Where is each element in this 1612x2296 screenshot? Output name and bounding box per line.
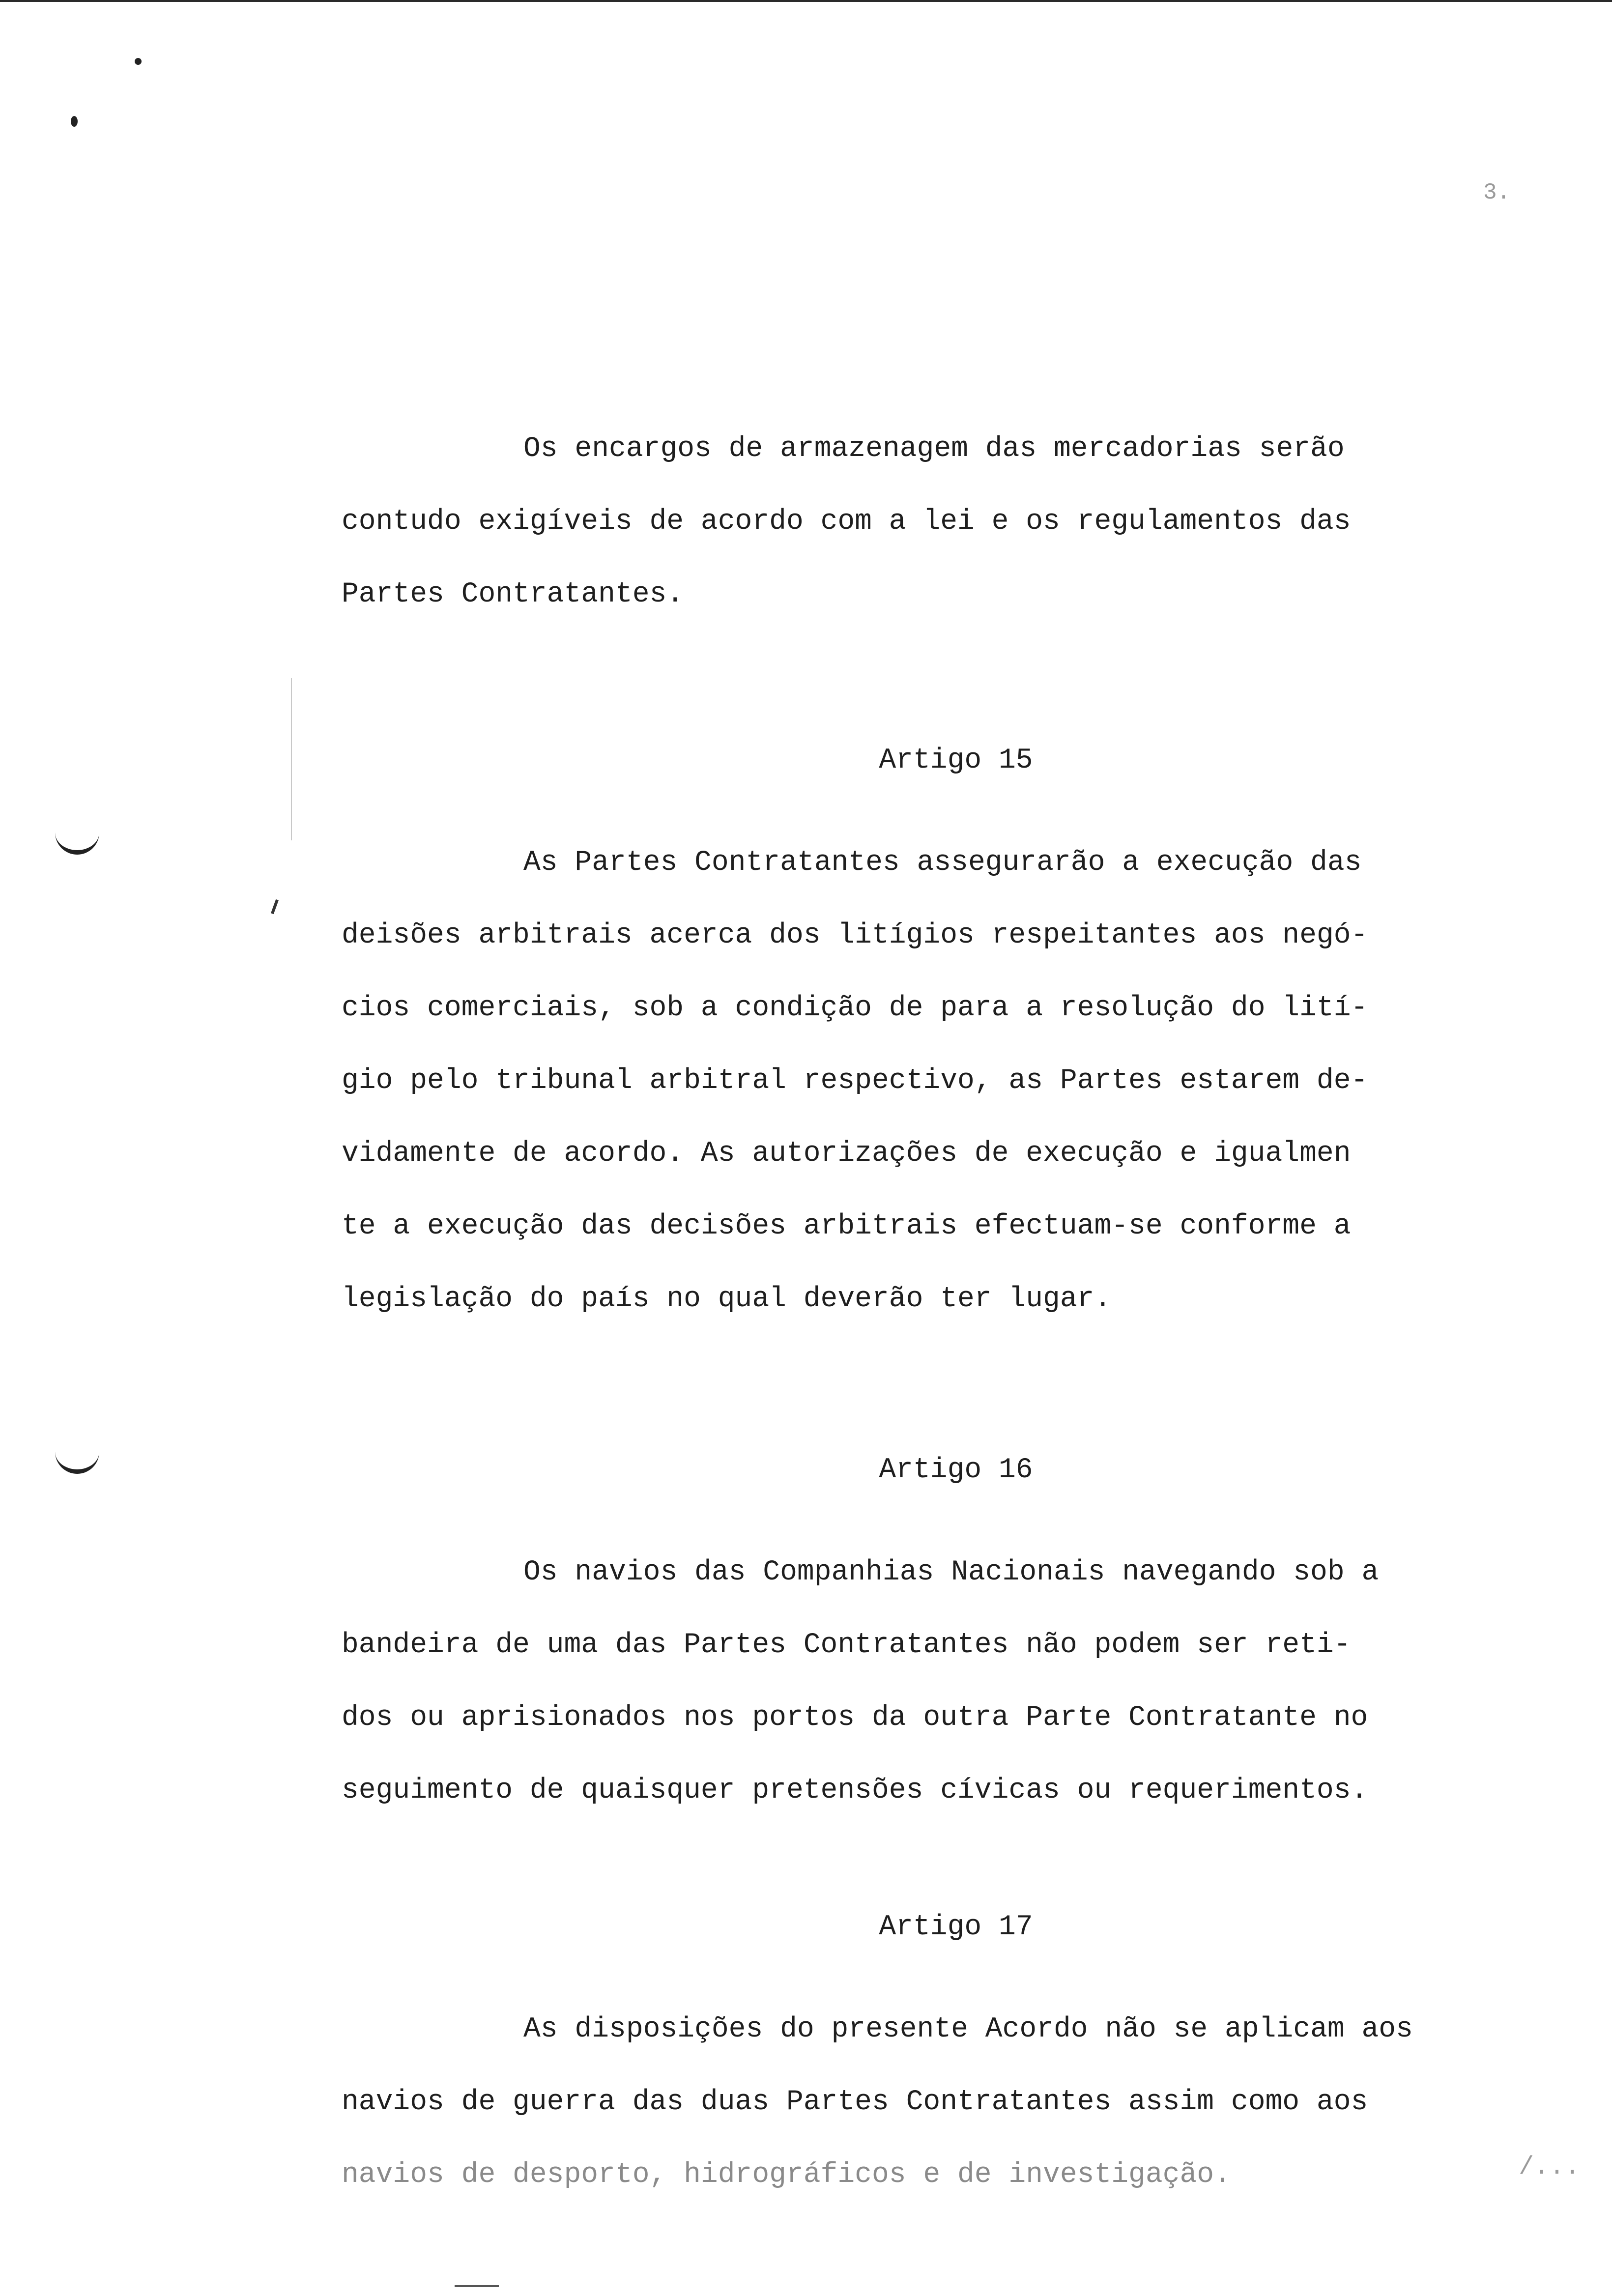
article-16-paragraph: [342, 1536, 1570, 1827]
text-line: bandeira de uma das Partes Contratantes não podem ser reti-: [342, 1629, 1351, 1661]
punch-mark-lower: [71, 116, 78, 127]
article-17: [342, 1891, 1570, 2211]
text-line: contudo exigíveis de acordo com a lei e os regulamentos das: [342, 506, 1351, 538]
margin-line: [291, 678, 292, 840]
margin-tick: [271, 899, 279, 914]
article-16-title: Artigo 16: [879, 1454, 1033, 1486]
text-line: Os encargos de armazenagem das mercadorias serão: [523, 433, 1345, 465]
text-line: legislação do país no qual deverão ter lugar.: [342, 1283, 1112, 1315]
punch-mark-upper: [135, 58, 142, 65]
text-line: cios comerciais, sob a condição de para a resolução do lití-: [342, 992, 1368, 1024]
intro-section: [342, 413, 1570, 631]
document-body: [342, 413, 1570, 2211]
binding-mark-lower: [55, 1450, 99, 1474]
text-line: As Partes Contratantes assegurarão a execução das: [523, 847, 1362, 879]
text-line: Os navios das Companhias Nacionais navegando sob a: [523, 1556, 1379, 1588]
article-17-paragraph: [342, 1993, 1570, 2211]
text-line: te a execução das decisões arbitrais efectuam-se conforme a: [342, 1210, 1351, 1242]
article-15-title: Artigo 15: [879, 745, 1033, 776]
text-line: deisões arbitrais acerca dos litígios respeitantes aos negó-: [342, 919, 1368, 951]
text-line: vidamente de acordo. As autorizações de execução e igualmen: [342, 1138, 1351, 1170]
bottom-scan-mark: [455, 2285, 499, 2287]
article-17-title: Artigo 17: [879, 1911, 1033, 1943]
text-line: Partes Contratantes.: [342, 578, 684, 610]
binding-mark-upper: [55, 831, 99, 855]
text-line: seguimento de quaisquer pretensões cívicas ou requerimentos.: [342, 1775, 1368, 1807]
text-line: gio pelo tribunal arbitral respectivo, as Partes estarem de-: [342, 1065, 1368, 1097]
text-line: dos ou aprisionados nos portos da outra Parte Contratante no: [342, 1702, 1368, 1734]
text-line: As disposições do presente Acordo não se aplicam aos: [523, 2013, 1413, 2045]
top-border: [0, 0, 1612, 2]
article-16: [342, 1434, 1570, 1827]
continuation-mark: /...: [1519, 2152, 1580, 2181]
intro-paragraph: [342, 413, 1570, 631]
text-line: navios de guerra das duas Partes Contratantes assim como aos: [342, 2086, 1368, 2118]
page-number: 3.: [1483, 180, 1511, 205]
text-line-faded: navios de desporto, hidrográficos e de investigação.: [342, 2159, 1231, 2191]
article-15-paragraph: [342, 827, 1570, 1336]
article-15: [342, 724, 1570, 1336]
